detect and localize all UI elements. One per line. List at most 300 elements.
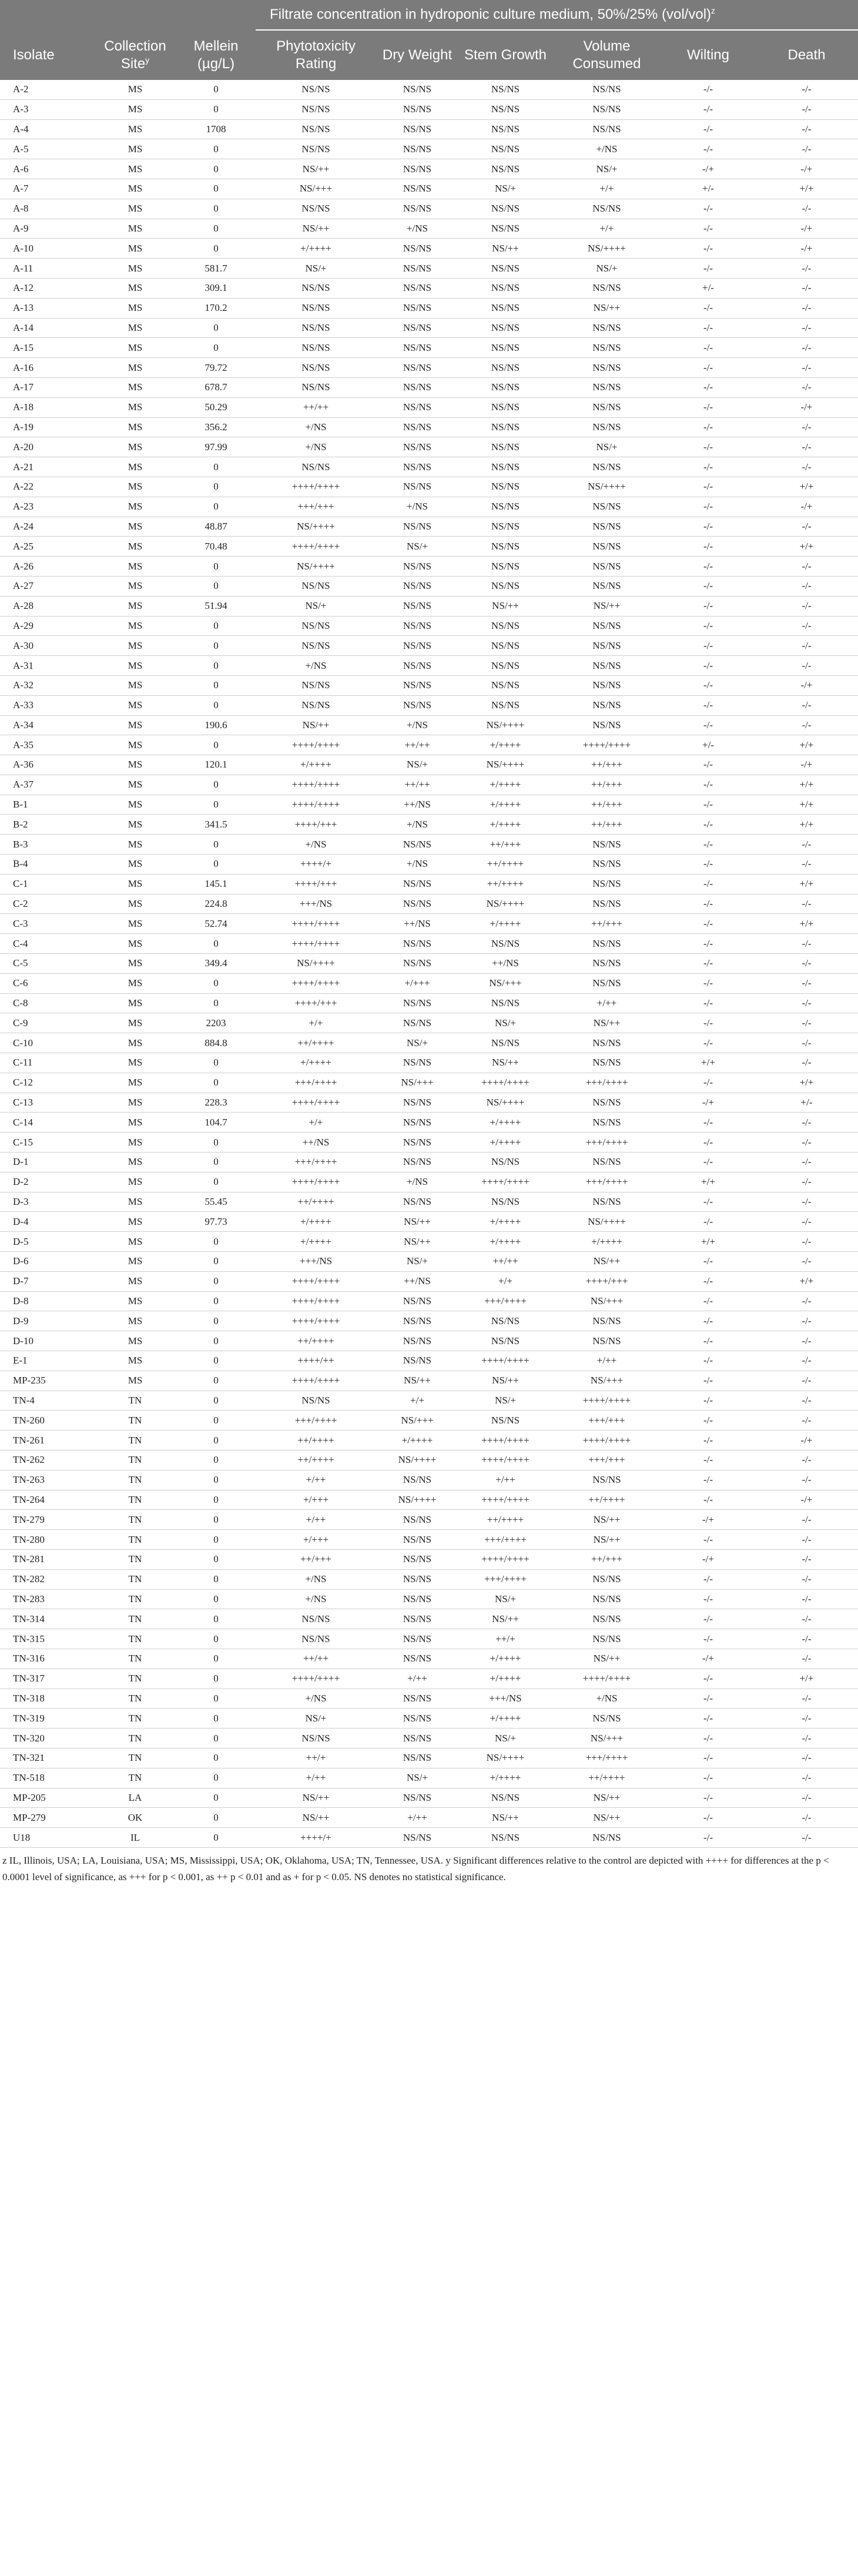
cell-wilting: -/- bbox=[661, 338, 755, 358]
cell-stem-growth: NS/++ bbox=[458, 1371, 552, 1391]
cell-wilting: -/- bbox=[661, 497, 755, 517]
table-row bbox=[0, 497, 858, 517]
cell-dry-weight: NS/NS bbox=[376, 159, 458, 179]
cell-volume-consumed: NS/++ bbox=[552, 596, 661, 616]
cell-phytotoxicity: ++++/++++ bbox=[256, 914, 376, 934]
table-row bbox=[0, 80, 858, 99]
cell-dry-weight: +/NS bbox=[376, 815, 458, 835]
cell-wilting: -/- bbox=[661, 1828, 755, 1848]
table-row bbox=[0, 596, 858, 616]
cell-volume-consumed: NS/++ bbox=[552, 1252, 661, 1272]
cell-dry-weight: NS/NS bbox=[376, 298, 458, 318]
cell-phytotoxicity: ++++/++++ bbox=[256, 537, 376, 557]
cell-death: -/- bbox=[755, 1470, 858, 1490]
cell-volume-consumed: NS/NS bbox=[552, 1053, 661, 1073]
cell-isolate: C-12 bbox=[0, 1073, 94, 1093]
cell-dry-weight: ++/++ bbox=[376, 735, 458, 755]
cell-death: -/- bbox=[755, 954, 858, 974]
cell-death: -/- bbox=[755, 377, 858, 397]
cell-collection-site: OK bbox=[94, 1808, 176, 1828]
cell-stem-growth: NS/NS bbox=[458, 159, 552, 179]
cell-volume-consumed: NS/NS bbox=[552, 576, 661, 596]
cell-death: -/- bbox=[755, 1629, 858, 1649]
cell-collection-site: MS bbox=[94, 338, 176, 358]
cell-dry-weight: NS/+ bbox=[376, 1033, 458, 1053]
cell-volume-consumed: NS/++ bbox=[552, 1649, 661, 1669]
cell-mellein: 48.87 bbox=[176, 517, 256, 537]
column-header: Volume Consumed bbox=[552, 30, 661, 80]
cell-phytotoxicity: +/NS bbox=[256, 1569, 376, 1589]
cell-stem-growth: NS/NS bbox=[458, 1411, 552, 1431]
cell-wilting: -/- bbox=[661, 1748, 755, 1768]
cell-death: -/- bbox=[755, 1450, 858, 1470]
cell-collection-site: TN bbox=[94, 1609, 176, 1629]
cell-death: -/- bbox=[755, 199, 858, 219]
cell-isolate: A-21 bbox=[0, 457, 94, 477]
cell-dry-weight: NS/NS bbox=[376, 596, 458, 616]
cell-isolate: TN-314 bbox=[0, 1609, 94, 1629]
column-header: Mellein (µg/L) bbox=[176, 30, 256, 80]
cell-volume-consumed: NS/NS bbox=[552, 557, 661, 577]
cell-isolate: C-5 bbox=[0, 954, 94, 974]
cell-isolate: TN-262 bbox=[0, 1450, 94, 1470]
cell-mellein: 190.6 bbox=[176, 715, 256, 735]
table-row bbox=[0, 1271, 858, 1291]
cell-volume-consumed: +++/+++ bbox=[552, 1450, 661, 1470]
cell-stem-growth: NS/++ bbox=[458, 1053, 552, 1073]
cell-stem-growth: NS/NS bbox=[458, 139, 552, 159]
cell-isolate: A-35 bbox=[0, 735, 94, 755]
cell-death: -/- bbox=[755, 1649, 858, 1669]
cell-wilting: -/- bbox=[661, 914, 755, 934]
cell-stem-growth: ++++/++++ bbox=[458, 1351, 552, 1371]
cell-volume-consumed: ++/+++ bbox=[552, 1549, 661, 1569]
cell-isolate: B-4 bbox=[0, 855, 94, 875]
cell-collection-site: MS bbox=[94, 1212, 176, 1232]
table-row bbox=[0, 338, 858, 358]
cell-wilting: -/+ bbox=[661, 1549, 755, 1569]
cell-collection-site: MS bbox=[94, 1113, 176, 1133]
cell-wilting: -/- bbox=[661, 1113, 755, 1133]
cell-mellein: 0 bbox=[176, 1609, 256, 1629]
cell-death: -/+ bbox=[755, 675, 858, 695]
cell-dry-weight: NS/NS bbox=[376, 1192, 458, 1212]
cell-isolate: A-7 bbox=[0, 179, 94, 199]
cell-stem-growth: +/++++ bbox=[458, 775, 552, 795]
cell-collection-site: TN bbox=[94, 1510, 176, 1530]
cell-wilting: -/- bbox=[661, 1788, 755, 1808]
cell-death: -/- bbox=[755, 715, 858, 735]
cell-wilting: -/- bbox=[661, 377, 755, 397]
cell-isolate: A-16 bbox=[0, 358, 94, 378]
cell-mellein: 0 bbox=[176, 1053, 256, 1073]
cell-stem-growth: NS/NS bbox=[458, 1828, 552, 1848]
cell-stem-growth: NS/NS bbox=[458, 417, 552, 437]
cell-wilting: -/- bbox=[661, 1609, 755, 1629]
table-row bbox=[0, 1371, 858, 1391]
table-row bbox=[0, 675, 858, 695]
cell-wilting: -/- bbox=[661, 616, 755, 636]
cell-death: -/- bbox=[755, 1589, 858, 1609]
table-row bbox=[0, 437, 858, 457]
cell-wilting: -/+ bbox=[661, 159, 755, 179]
cell-dry-weight: NS/NS bbox=[376, 1331, 458, 1351]
cell-phytotoxicity: +++/NS bbox=[256, 1252, 376, 1272]
cell-phytotoxicity: ++++/+++ bbox=[256, 874, 376, 894]
cell-death: +/+ bbox=[755, 179, 858, 199]
cell-dry-weight: NS/+++ bbox=[376, 1411, 458, 1431]
cell-collection-site: MS bbox=[94, 1073, 176, 1093]
cell-dry-weight: NS/++ bbox=[376, 1371, 458, 1391]
cell-stem-growth: +/++++ bbox=[458, 914, 552, 934]
cell-death: +/+ bbox=[755, 537, 858, 557]
cell-collection-site: MS bbox=[94, 517, 176, 537]
cell-death: +/+ bbox=[755, 735, 858, 755]
cell-stem-growth: NS/+ bbox=[458, 1589, 552, 1609]
cell-collection-site: TN bbox=[94, 1431, 176, 1451]
cell-wilting: -/- bbox=[661, 993, 755, 1013]
cell-wilting: -/- bbox=[661, 437, 755, 457]
cell-isolate: C-2 bbox=[0, 894, 94, 914]
cell-stem-growth: NS/NS bbox=[458, 993, 552, 1013]
cell-phytotoxicity: ++/+ bbox=[256, 1748, 376, 1768]
cell-volume-consumed: NS/NS bbox=[552, 417, 661, 437]
cell-volume-consumed: +++/+++ bbox=[552, 1411, 661, 1431]
table-row bbox=[0, 159, 858, 179]
cell-wilting: -/- bbox=[661, 1351, 755, 1371]
table-row bbox=[0, 537, 858, 557]
cell-phytotoxicity: NS/NS bbox=[256, 139, 376, 159]
cell-mellein: 0 bbox=[176, 497, 256, 517]
table-row bbox=[0, 1629, 858, 1649]
cell-mellein: 0 bbox=[176, 1729, 256, 1748]
table-row bbox=[0, 1609, 858, 1629]
cell-mellein: 0 bbox=[176, 1291, 256, 1311]
cell-stem-growth: ++++/++++ bbox=[458, 1172, 552, 1192]
cell-phytotoxicity: NS/NS bbox=[256, 298, 376, 318]
table-row bbox=[0, 855, 858, 875]
cell-wilting: -/- bbox=[661, 1153, 755, 1173]
cell-mellein: 0 bbox=[176, 139, 256, 159]
cell-dry-weight: NS/NS bbox=[376, 1053, 458, 1073]
cell-wilting: -/- bbox=[661, 1311, 755, 1331]
cell-stem-growth: NS/NS bbox=[458, 437, 552, 457]
cell-volume-consumed: NS/NS bbox=[552, 656, 661, 676]
cell-stem-growth: NS/NS bbox=[458, 934, 552, 954]
cell-phytotoxicity: NS/++ bbox=[256, 159, 376, 179]
cell-death: -/- bbox=[755, 119, 858, 139]
cell-phytotoxicity: NS/NS bbox=[256, 278, 376, 298]
cell-death: -/- bbox=[755, 1828, 858, 1848]
cell-death: +/+ bbox=[755, 914, 858, 934]
cell-death: -/- bbox=[755, 259, 858, 279]
cell-phytotoxicity: NS/NS bbox=[256, 616, 376, 636]
cell-collection-site: TN bbox=[94, 1669, 176, 1689]
cell-phytotoxicity: ++++/++++ bbox=[256, 1311, 376, 1331]
cell-volume-consumed: NS/+++ bbox=[552, 1291, 661, 1311]
table-row bbox=[0, 397, 858, 417]
cell-stem-growth: NS/NS bbox=[458, 675, 552, 695]
cell-stem-growth: +/++++ bbox=[458, 1113, 552, 1133]
cell-collection-site: MS bbox=[94, 557, 176, 577]
cell-phytotoxicity: ++++/++++ bbox=[256, 1172, 376, 1192]
cell-death: -/- bbox=[755, 576, 858, 596]
cell-stem-growth: NS/++ bbox=[458, 596, 552, 616]
cell-dry-weight: NS/NS bbox=[376, 954, 458, 974]
cell-phytotoxicity: NS/+ bbox=[256, 1709, 376, 1729]
table-row bbox=[0, 517, 858, 537]
table-row bbox=[0, 1530, 858, 1550]
table-row bbox=[0, 914, 858, 934]
cell-death: -/- bbox=[755, 1013, 858, 1033]
cell-collection-site: MS bbox=[94, 219, 176, 239]
cell-wilting: -/- bbox=[661, 656, 755, 676]
table-row bbox=[0, 576, 858, 596]
cell-collection-site: MS bbox=[94, 397, 176, 417]
cell-dry-weight: NS/NS bbox=[376, 1093, 458, 1113]
cell-wilting: +/+ bbox=[661, 1172, 755, 1192]
cell-stem-growth: NS/+ bbox=[458, 1013, 552, 1033]
cell-death: -/- bbox=[755, 835, 858, 855]
table-row bbox=[0, 954, 858, 974]
cell-stem-growth: +/++++ bbox=[458, 1212, 552, 1232]
cell-phytotoxicity: ++++/+++ bbox=[256, 993, 376, 1013]
cell-dry-weight: NS/NS bbox=[376, 1153, 458, 1173]
cell-isolate: TN-4 bbox=[0, 1391, 94, 1411]
table-row bbox=[0, 278, 858, 298]
cell-isolate: A-20 bbox=[0, 437, 94, 457]
cell-collection-site: MS bbox=[94, 855, 176, 875]
cell-mellein: 0 bbox=[176, 1133, 256, 1153]
cell-volume-consumed: +/NS bbox=[552, 1689, 661, 1709]
cell-mellein: 0 bbox=[176, 993, 256, 1013]
cell-dry-weight: +/NS bbox=[376, 1172, 458, 1192]
table-row bbox=[0, 417, 858, 437]
cell-stem-growth: NS/+ bbox=[458, 1391, 552, 1411]
cell-collection-site: MS bbox=[94, 1252, 176, 1272]
cell-phytotoxicity: ++/++++ bbox=[256, 1450, 376, 1470]
cell-isolate: A-12 bbox=[0, 278, 94, 298]
table-row bbox=[0, 1549, 858, 1569]
cell-wilting: -/- bbox=[661, 1331, 755, 1351]
cell-mellein: 0 bbox=[176, 855, 256, 875]
cell-isolate: TN-518 bbox=[0, 1768, 94, 1788]
cell-mellein: 678.7 bbox=[176, 377, 256, 397]
cell-mellein: 0 bbox=[176, 557, 256, 577]
cell-mellein: 0 bbox=[176, 1371, 256, 1391]
cell-dry-weight: NS/+ bbox=[376, 1768, 458, 1788]
cell-phytotoxicity: ++/++ bbox=[256, 1649, 376, 1669]
cell-death: -/- bbox=[755, 517, 858, 537]
cell-stem-growth: +++/++++ bbox=[458, 1569, 552, 1589]
cell-dry-weight: +/NS bbox=[376, 855, 458, 875]
cell-volume-consumed: NS/NS bbox=[552, 855, 661, 875]
cell-wilting: +/- bbox=[661, 278, 755, 298]
cell-phytotoxicity: +/+ bbox=[256, 1013, 376, 1033]
cell-wilting: -/- bbox=[661, 596, 755, 616]
cell-volume-consumed: +/NS bbox=[552, 139, 661, 159]
cell-collection-site: MS bbox=[94, 1232, 176, 1252]
cell-stem-growth: NS/NS bbox=[458, 259, 552, 279]
cell-volume-consumed: NS/NS bbox=[552, 358, 661, 378]
cell-wilting: -/- bbox=[661, 557, 755, 577]
cell-collection-site: MS bbox=[94, 1053, 176, 1073]
cell-collection-site: MS bbox=[94, 1291, 176, 1311]
cell-death: -/- bbox=[755, 1113, 858, 1133]
cell-collection-site: MS bbox=[94, 159, 176, 179]
cell-phytotoxicity: NS/NS bbox=[256, 377, 376, 397]
cell-isolate: TN-279 bbox=[0, 1510, 94, 1530]
cell-death: -/- bbox=[755, 695, 858, 715]
cell-isolate: A-25 bbox=[0, 537, 94, 557]
cell-wilting: -/- bbox=[661, 119, 755, 139]
cell-dry-weight: NS/++++ bbox=[376, 1490, 458, 1510]
table-row bbox=[0, 1510, 858, 1530]
cell-stem-growth: NS/NS bbox=[458, 397, 552, 417]
cell-volume-consumed: NS/NS bbox=[552, 1311, 661, 1331]
cell-phytotoxicity: +/++ bbox=[256, 1768, 376, 1788]
cell-volume-consumed: NS/NS bbox=[552, 894, 661, 914]
cell-dry-weight: +/++++ bbox=[376, 1431, 458, 1451]
cell-death: -/+ bbox=[755, 397, 858, 417]
table-row bbox=[0, 219, 858, 239]
cell-mellein: 349.4 bbox=[176, 954, 256, 974]
cell-collection-site: MS bbox=[94, 358, 176, 378]
cell-volume-consumed: NS/++ bbox=[552, 1808, 661, 1828]
table-row bbox=[0, 1709, 858, 1729]
cell-phytotoxicity: NS/NS bbox=[256, 199, 376, 219]
cell-volume-consumed: NS/++++ bbox=[552, 1212, 661, 1232]
cell-collection-site: TN bbox=[94, 1689, 176, 1709]
column-group-title: Filtrate concentration in hydroponic culture medium, 50%/25% $(vol/vol)^z$ bbox=[256, 0, 858, 30]
cell-dry-weight: NS/NS bbox=[376, 477, 458, 497]
table-row bbox=[0, 973, 858, 993]
cell-isolate: D-7 bbox=[0, 1271, 94, 1291]
cell-collection-site: MS bbox=[94, 537, 176, 557]
cell-volume-consumed: NS/NS bbox=[552, 973, 661, 993]
cell-dry-weight: NS/NS bbox=[376, 1709, 458, 1729]
cell-collection-site: MS bbox=[94, 278, 176, 298]
cell-stem-growth: +/++++ bbox=[458, 735, 552, 755]
cell-isolate: U18 bbox=[0, 1828, 94, 1848]
cell-volume-consumed: +++/++++ bbox=[552, 1172, 661, 1192]
cell-phytotoxicity: +++/NS bbox=[256, 894, 376, 914]
cell-stem-growth: ++++/++++ bbox=[458, 1490, 552, 1510]
cell-wilting: -/- bbox=[661, 1470, 755, 1490]
table-row bbox=[0, 775, 858, 795]
cell-dry-weight: NS/NS bbox=[376, 1549, 458, 1569]
cell-phytotoxicity: ++/+++ bbox=[256, 1549, 376, 1569]
cell-dry-weight: +/NS bbox=[376, 497, 458, 517]
cell-collection-site: MS bbox=[94, 576, 176, 596]
cell-volume-consumed: ++/+++ bbox=[552, 755, 661, 775]
cell-death: +/+ bbox=[755, 874, 858, 894]
cell-mellein: 0 bbox=[176, 338, 256, 358]
column-header: Wilting bbox=[661, 30, 755, 80]
cell-stem-growth: ++/++++ bbox=[458, 874, 552, 894]
cell-dry-weight: NS/NS bbox=[376, 636, 458, 656]
cell-collection-site: LA bbox=[94, 1788, 176, 1808]
cell-volume-consumed: NS/+++ bbox=[552, 1729, 661, 1748]
cell-phytotoxicity: ++++/++++ bbox=[256, 973, 376, 993]
cell-volume-consumed: NS/NS bbox=[552, 1709, 661, 1729]
cell-dry-weight: NS/+++ bbox=[376, 1073, 458, 1093]
cell-stem-growth: NS/NS bbox=[458, 1153, 552, 1173]
cell-phytotoxicity: ++++/++++ bbox=[256, 795, 376, 815]
cell-collection-site: MS bbox=[94, 259, 176, 279]
cell-wilting: -/- bbox=[661, 894, 755, 914]
cell-phytotoxicity: ++++/++++ bbox=[256, 1291, 376, 1311]
cell-wilting: -/- bbox=[661, 1569, 755, 1589]
cell-dry-weight: NS/NS bbox=[376, 894, 458, 914]
cell-collection-site: MS bbox=[94, 735, 176, 755]
cell-mellein: 884.8 bbox=[176, 1033, 256, 1053]
cell-collection-site: MS bbox=[94, 894, 176, 914]
cell-death: -/- bbox=[755, 636, 858, 656]
table-row bbox=[0, 1669, 858, 1689]
cell-death: +/+ bbox=[755, 1669, 858, 1689]
cell-wilting: -/- bbox=[661, 1530, 755, 1550]
cell-phytotoxicity: ++/++++ bbox=[256, 1431, 376, 1451]
cell-stem-growth: NS/++++ bbox=[458, 715, 552, 735]
cell-isolate: A-10 bbox=[0, 239, 94, 259]
table-row bbox=[0, 1431, 858, 1451]
cell-stem-growth: NS/NS bbox=[458, 497, 552, 517]
cell-volume-consumed: NS/NS bbox=[552, 517, 661, 537]
cell-isolate: TN-260 bbox=[0, 1411, 94, 1431]
cell-wilting: -/- bbox=[661, 1212, 755, 1232]
cell-volume-consumed: NS/NS bbox=[552, 80, 661, 99]
cell-death: -/- bbox=[755, 1331, 858, 1351]
cell-dry-weight: NS/NS bbox=[376, 457, 458, 477]
cell-isolate: A-37 bbox=[0, 775, 94, 795]
cell-phytotoxicity: NS/NS bbox=[256, 119, 376, 139]
cell-phytotoxicity: NS/++ bbox=[256, 219, 376, 239]
cell-isolate: A-31 bbox=[0, 656, 94, 676]
cell-isolate: A-32 bbox=[0, 675, 94, 695]
cell-collection-site: MS bbox=[94, 80, 176, 99]
cell-phytotoxicity: ++/++++ bbox=[256, 1033, 376, 1053]
cell-dry-weight: NS/NS bbox=[376, 1629, 458, 1649]
cell-death: -/- bbox=[755, 894, 858, 914]
cell-collection-site: TN bbox=[94, 1649, 176, 1669]
cell-collection-site: MS bbox=[94, 1133, 176, 1153]
cell-death: -/- bbox=[755, 1808, 858, 1828]
table-row bbox=[0, 1331, 858, 1351]
cell-volume-consumed: NS/NS bbox=[552, 1629, 661, 1649]
cell-stem-growth: NS/+ bbox=[458, 179, 552, 199]
cell-death: -/- bbox=[755, 1709, 858, 1729]
cell-wilting: -/- bbox=[661, 219, 755, 239]
cell-collection-site: MS bbox=[94, 437, 176, 457]
cell-wilting: -/- bbox=[661, 874, 755, 894]
cell-mellein: 224.8 bbox=[176, 894, 256, 914]
cell-dry-weight: ++/NS bbox=[376, 795, 458, 815]
cell-collection-site: IL bbox=[94, 1828, 176, 1848]
cell-collection-site: MS bbox=[94, 1172, 176, 1192]
cell-collection-site: MS bbox=[94, 1351, 176, 1371]
cell-stem-growth: ++/++ bbox=[458, 1252, 552, 1272]
cell-stem-growth: +/++++ bbox=[458, 1232, 552, 1252]
table-row bbox=[0, 835, 858, 855]
cell-isolate: D-8 bbox=[0, 1291, 94, 1311]
cell-dry-weight: +/++ bbox=[376, 1808, 458, 1828]
cell-isolate: TN-261 bbox=[0, 1431, 94, 1451]
cell-death: -/- bbox=[755, 934, 858, 954]
cell-dry-weight: NS/NS bbox=[376, 437, 458, 457]
cell-mellein: 0 bbox=[176, 1331, 256, 1351]
cell-isolate: A-27 bbox=[0, 576, 94, 596]
